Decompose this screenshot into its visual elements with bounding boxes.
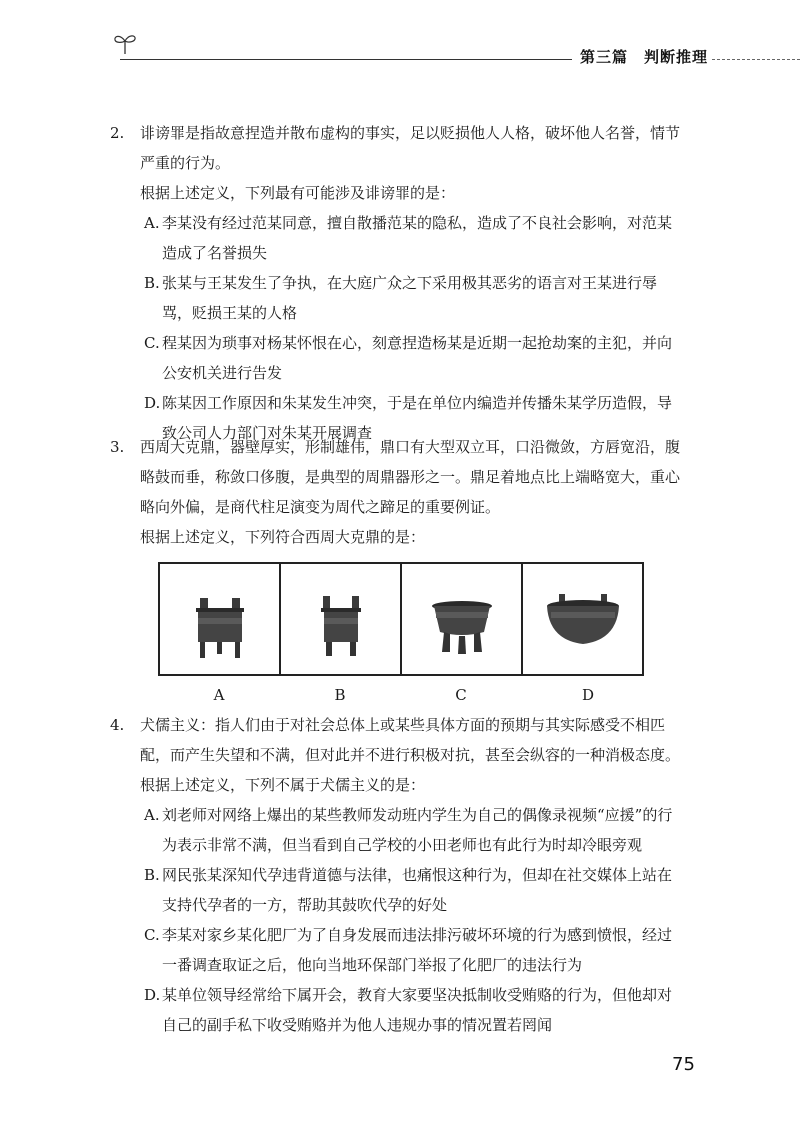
figure-label-c: C xyxy=(455,686,467,704)
figure-cell-c xyxy=(402,564,523,674)
option-text: 网民张某深知代孕违背道德与法律，也痛恨这种行为，但却在社交媒体上站在支持代孕者的一方，帮助其鼓吹代孕的好处 xyxy=(162,866,673,914)
option-label: C. xyxy=(144,334,160,352)
figure-label-d: D xyxy=(581,686,595,704)
question-body xyxy=(140,432,685,552)
ding-vessel-c-image xyxy=(412,574,512,664)
figure-labels xyxy=(158,686,644,708)
figure-label-b: B xyxy=(334,686,346,704)
option-label: A. xyxy=(144,806,160,824)
ding-vessel-b-image xyxy=(291,574,391,664)
page-number: 75 xyxy=(672,1054,695,1075)
question-prompt: 根据上述定义，下列不属于犬儒主义的是： xyxy=(140,776,426,794)
question-definition: 诽谤罪是指故意捏造并散布虚构的事实，足以贬损他人人格，破坏他人名誉，情节严重的行为。 xyxy=(140,124,681,172)
question-number: 2. xyxy=(110,124,125,142)
question-prompt: 根据上述定义，下列最有可能涉及诽谤罪的是： xyxy=(140,184,456,202)
question-prompt: 根据上述定义，下列符合西周大克鼎的是： xyxy=(140,528,426,546)
option-b xyxy=(140,860,685,920)
question-body xyxy=(140,710,685,1040)
option-c xyxy=(140,328,685,388)
option-d xyxy=(140,980,685,1040)
question-definition: 犬儒主义：指人们由于对社会总体上或某些具体方面的预期与其实际感受不相匹配，而产生失望和不满，但对此并不进行积极对抗，甚至会纵容的一种消极态度。 xyxy=(140,716,681,764)
ding-vessel-a-image xyxy=(170,574,270,664)
figure-label-a: A xyxy=(213,686,225,704)
option-text: 刘老师对网络上爆出的某些教师发动班内学生为自己的偶像录视频“应援”的行为表示非常不满，但当看到自己学校的小田老师也有此行为时却冷眼旁观 xyxy=(162,806,673,854)
question-definition: 西周大克鼎，器壁厚实，形制雄伟，鼎口有大型双立耳，口沿微敛，方唇宽沿，腹略鼓而垂，称敛口侈腹，是典型的周鼎器形之一。鼎足着地点比上端略宽大，重心略向外偏，是商代柱足演变为周代之蹄足的重要例证。 xyxy=(140,438,681,516)
option-label: D. xyxy=(144,986,161,1004)
header-rule-dashed xyxy=(712,59,800,60)
figure-cell-a xyxy=(160,564,281,674)
option-c xyxy=(140,920,685,980)
option-text: 程某因为琐事对杨某怀恨在心，刻意捏造杨某是近期一起抢劫案的主犯，并向公安机关进行告发 xyxy=(162,334,673,382)
option-text: 张某与王某发生了争执，在大庭广众之下采用极其恶劣的语言对王某进行辱骂，贬损王某的人格 xyxy=(162,274,658,322)
option-text: 李某没有经过范某同意，擅自散播范某的隐私，造成了不良社会影响，对范某造成了名誉损失 xyxy=(162,214,673,262)
sprout-icon xyxy=(112,30,138,56)
section-title: 第三篇 判断推理 xyxy=(580,48,709,66)
option-label: B. xyxy=(144,866,160,884)
option-a xyxy=(140,208,685,268)
option-b xyxy=(140,268,685,328)
option-label: D. xyxy=(144,394,161,412)
question-number: 4. xyxy=(110,716,125,734)
ding-vessel-figure xyxy=(158,562,644,676)
question-body xyxy=(140,118,685,448)
figure-cell-d xyxy=(523,564,642,674)
option-text: 陈某因工作原因和朱某发生冲突，于是在单位内编造并传播朱某学历造假，导致公司人力部门对朱某开展调查 xyxy=(162,394,673,442)
option-text: 某单位领导经常给下属开会，教育大家要坚决抵制收受贿赂的行为，但他却对自己的副手私下收受贿赂并为他人违规办事的情况置若罔闻 xyxy=(162,986,673,1034)
option-label: C. xyxy=(144,926,160,944)
option-text: 李某对家乡某化肥厂为了自身发展而违法排污破坏环境的行为感到愤恨，经过一番调查取证之后，他向当地环保部门举报了化肥厂的违法行为 xyxy=(162,926,673,974)
ding-vessel-d-image xyxy=(533,574,633,664)
option-a xyxy=(140,800,685,860)
header-rule xyxy=(120,59,572,60)
figure-cell-b xyxy=(281,564,402,674)
question-number: 3. xyxy=(110,438,125,456)
option-label: B. xyxy=(144,274,160,292)
page-header xyxy=(0,0,800,80)
option-label: A. xyxy=(144,214,160,232)
